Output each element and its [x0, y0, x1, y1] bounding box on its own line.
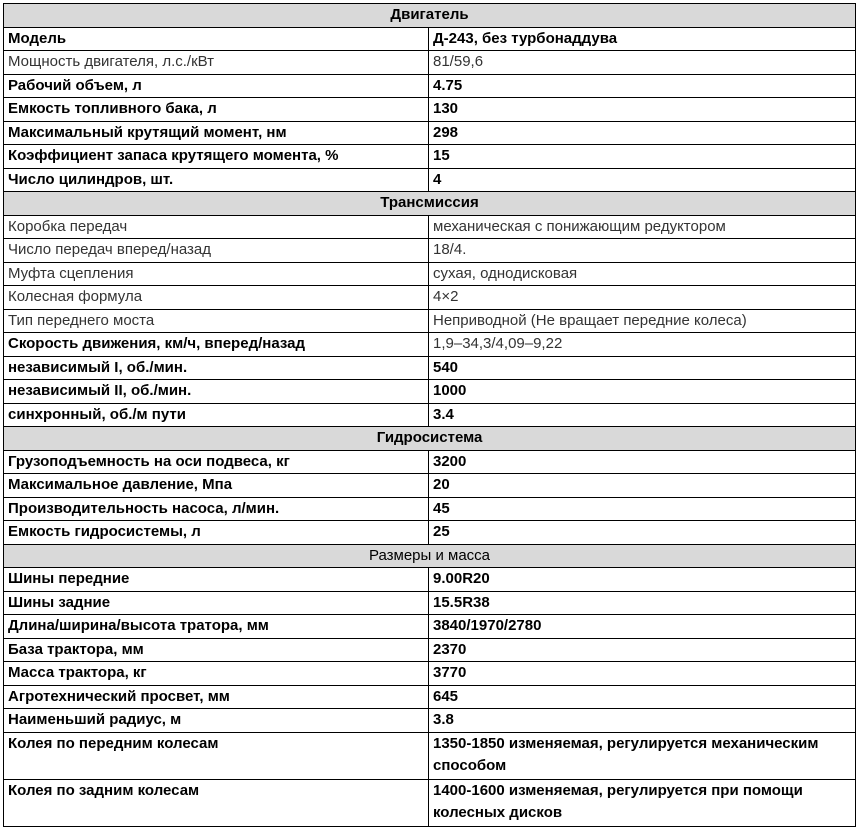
table-row [4, 215, 856, 239]
spec-label: Шины передние [4, 568, 429, 592]
spec-label: Наименьший радиус, м [4, 709, 429, 733]
section-title: Двигатель [4, 4, 856, 28]
spec-label: Шины задние [4, 591, 429, 615]
table-row [4, 615, 856, 639]
spec-value: 18/4. [429, 239, 856, 263]
spec-label: Емкость гидросистемы, л [4, 521, 429, 545]
spec-label: Колея по передним колесам [4, 732, 429, 779]
spec-label: Агротехнический просвет, мм [4, 685, 429, 709]
spec-label: Колесная формула [4, 286, 429, 310]
spec-label: База трактора, мм [4, 638, 429, 662]
spec-value: 20 [429, 474, 856, 498]
spec-value: Неприводной (Не вращает передние колеса) [429, 309, 856, 333]
table-row [4, 27, 856, 51]
table-row [4, 98, 856, 122]
spec-value: 9.00R20 [429, 568, 856, 592]
table-row [4, 521, 856, 545]
spec-value: механическая с понижающим редуктором [429, 215, 856, 239]
spec-label: Грузоподъемность на оси подвеса, кг [4, 450, 429, 474]
spec-value: 1400-1600 изменяемая, регулируется при помощи колесных дисков [429, 779, 856, 826]
table-row [4, 779, 856, 826]
spec-value: 25 [429, 521, 856, 545]
spec-label: Длина/ширина/высота тратора, мм [4, 615, 429, 639]
spec-label: Колея по задним колесам [4, 779, 429, 826]
spec-value: 81/59,6 [429, 51, 856, 75]
table-row [4, 732, 856, 779]
table-row [4, 450, 856, 474]
table-row [4, 51, 856, 75]
spec-label: Масса трактора, кг [4, 662, 429, 686]
spec-value: 4 [429, 168, 856, 192]
spec-label: Рабочий объем, л [4, 74, 429, 98]
spec-label: Число цилиндров, шт. [4, 168, 429, 192]
table-row [4, 638, 856, 662]
section-header-dimensions [4, 544, 856, 568]
spec-value: 540 [429, 356, 856, 380]
spec-value: 298 [429, 121, 856, 145]
spec-label: Модель [4, 27, 429, 51]
section-header-hydraulics [4, 427, 856, 451]
spec-label: независимый II, об./мин. [4, 380, 429, 404]
section-title: Размеры и масса [4, 544, 856, 568]
spec-value: 3840/1970/2780 [429, 615, 856, 639]
table-row [4, 121, 856, 145]
table-row [4, 662, 856, 686]
spec-value: 3770 [429, 662, 856, 686]
spec-label: Коробка передач [4, 215, 429, 239]
table-row [4, 145, 856, 169]
spec-label: Емкость топливного бака, л [4, 98, 429, 122]
table-row [4, 168, 856, 192]
spec-label: Максимальный крутящий момент, нм [4, 121, 429, 145]
spec-value: 1350-1850 изменяемая, регулируется механическим способом [429, 732, 856, 779]
spec-value: 645 [429, 685, 856, 709]
table-row [4, 474, 856, 498]
spec-value: Д-243, без турбонаддува [429, 27, 856, 51]
table-row [4, 309, 856, 333]
spec-label: Муфта сцепления [4, 262, 429, 286]
spec-value: 4×2 [429, 286, 856, 310]
table-row [4, 685, 856, 709]
spec-value: 130 [429, 98, 856, 122]
table-row [4, 380, 856, 404]
table-row [4, 591, 856, 615]
spec-label: синхронный, об./м пути [4, 403, 429, 427]
table-row [4, 356, 856, 380]
spec-label: Тип переднего моста [4, 309, 429, 333]
section-title: Трансмиссия [4, 192, 856, 216]
spec-label: Максимальное давление, Мпа [4, 474, 429, 498]
spec-value: 3.8 [429, 709, 856, 733]
table-row [4, 709, 856, 733]
spec-value: 15.5R38 [429, 591, 856, 615]
spec-label: Скорость движения, км/ч, вперед/назад [4, 333, 429, 357]
table-row [4, 403, 856, 427]
spec-value: сухая, однодисковая [429, 262, 856, 286]
spec-label: независимый I, об./мин. [4, 356, 429, 380]
spec-value: 2370 [429, 638, 856, 662]
spec-label: Производительность насоса, л/мин. [4, 497, 429, 521]
table-row [4, 568, 856, 592]
table-row [4, 333, 856, 357]
spec-label: Мощность двигателя, л.с./кВт [4, 51, 429, 75]
spec-value: 3200 [429, 450, 856, 474]
table-row [4, 74, 856, 98]
table-row [4, 286, 856, 310]
section-header-transmission [4, 192, 856, 216]
section-title: Гидросистема [4, 427, 856, 451]
spec-value: 15 [429, 145, 856, 169]
spec-value: 3.4 [429, 403, 856, 427]
spec-value: 1000 [429, 380, 856, 404]
spec-value: 4.75 [429, 74, 856, 98]
table-row [4, 239, 856, 263]
table-row [4, 262, 856, 286]
table-row [4, 497, 856, 521]
specs-table [3, 3, 856, 827]
spec-label: Коэффициент запаса крутящего момента, % [4, 145, 429, 169]
spec-value: 1,9–34,3/4,09–9,22 [429, 333, 856, 357]
spec-label: Число передач вперед/назад [4, 239, 429, 263]
section-header-engine [4, 4, 856, 28]
spec-value: 45 [429, 497, 856, 521]
